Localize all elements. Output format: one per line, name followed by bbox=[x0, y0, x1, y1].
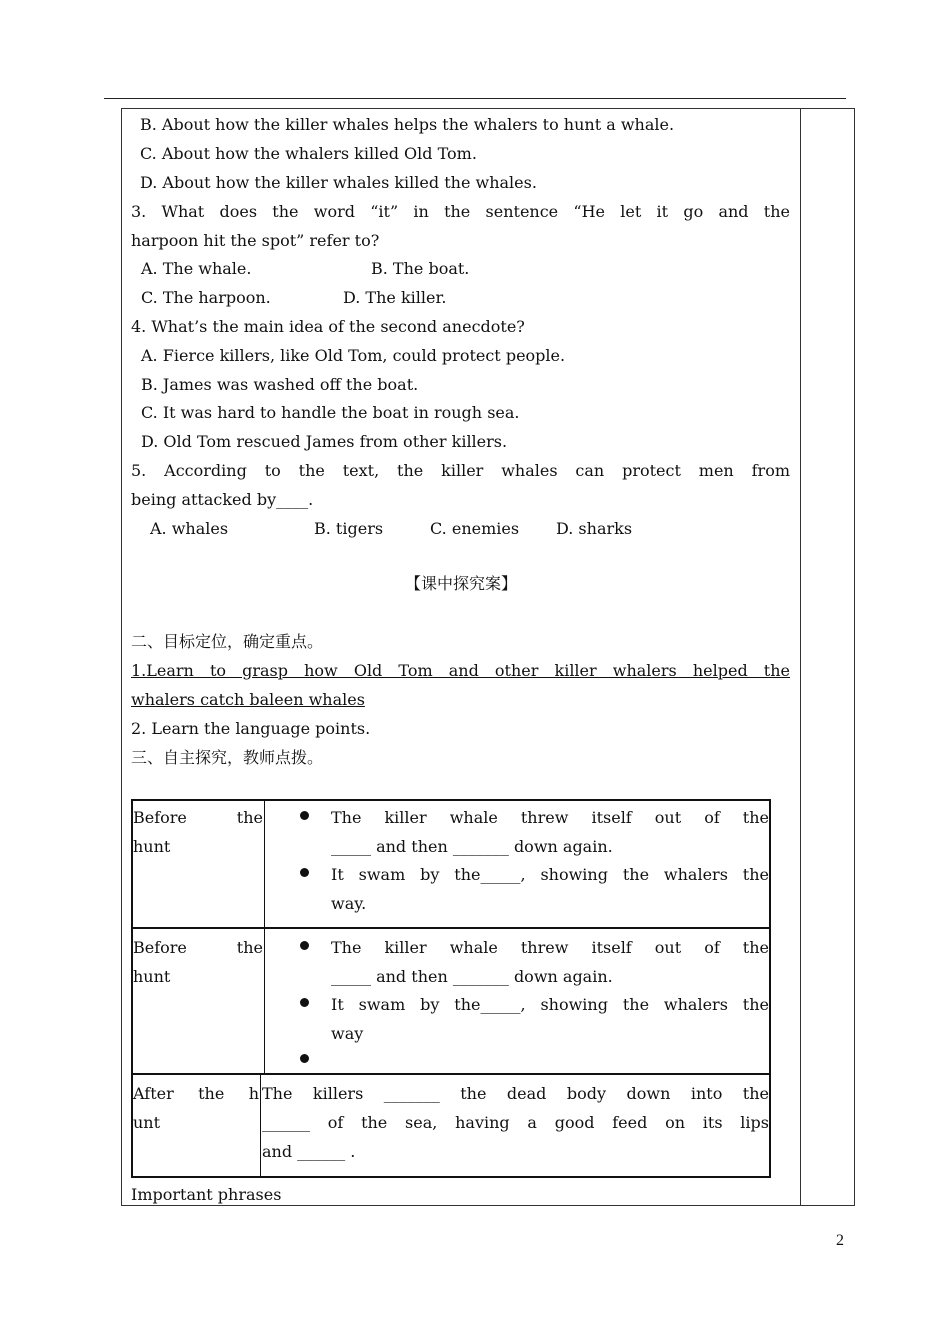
q4-stem: 4. What’s the main idea of the second anecdote? bbox=[131, 317, 525, 336]
row1-bullet1-line2: _____ and then _______ down again. bbox=[331, 837, 613, 856]
q3-option-d: D. The killer. bbox=[343, 288, 447, 307]
row2-bullet2-line2: way bbox=[331, 1024, 364, 1043]
goals-title: 二、目标定位，确定重点。 bbox=[131, 632, 324, 651]
goal-1-line1: 1.Learn to grasp how Old Tom and other killer whalers helped the bbox=[131, 661, 790, 680]
row2-label-line1: Before the bbox=[133, 938, 263, 957]
row1-label-line2: hunt bbox=[133, 837, 171, 856]
bullet-icon bbox=[300, 941, 309, 950]
header-rule bbox=[104, 98, 846, 99]
q3-stem-line2: harpoon hit the spot” refer to? bbox=[131, 231, 380, 250]
row1-bullet2-line1: It swam by the_____, showing the whalers the bbox=[331, 865, 769, 884]
row3-text-line1: The killers _______ the dead body down into the bbox=[262, 1084, 769, 1103]
q4-option-d: D. Old Tom rescued James from other killers. bbox=[141, 432, 508, 451]
row3-label-line1: After the h bbox=[133, 1084, 259, 1103]
row1-bullet1-line1: The killer whale threw itself out of the bbox=[331, 808, 769, 827]
row1-bullet2-line2: way. bbox=[331, 894, 367, 913]
q5-option-a: A. whales bbox=[150, 519, 229, 538]
q4-option-a: A. Fierce killers, like Old Tom, could protect people. bbox=[141, 346, 566, 365]
row2-bullet1-line2: _____ and then _______ down again. bbox=[331, 967, 613, 986]
q2-option-d: D. About how the killer whales killed the whales. bbox=[140, 173, 537, 192]
q5-option-d: D. sharks bbox=[556, 519, 633, 538]
q5-option-c: C. enemies bbox=[430, 519, 520, 538]
q3-option-c: C. The harpoon. bbox=[141, 288, 271, 307]
q5-option-b: B. tigers bbox=[314, 519, 384, 538]
bullet-icon bbox=[300, 1054, 309, 1063]
table-column-divider bbox=[264, 801, 265, 1073]
table-column-divider bbox=[260, 1075, 261, 1176]
row1-label-line1: Before the bbox=[133, 808, 263, 827]
row3-text-line2: ______ of the sea, having a good feed on its lips bbox=[262, 1113, 769, 1132]
q3-option-b: B. The boat. bbox=[371, 259, 470, 278]
row3-text-line3: and ______ . bbox=[262, 1142, 356, 1161]
bullet-icon bbox=[300, 811, 309, 820]
bullet-icon bbox=[300, 868, 309, 877]
q5-stem-line2: being attacked by____. bbox=[131, 490, 314, 509]
goal-1-line2: whalers catch baleen whales bbox=[131, 690, 365, 709]
table-row-divider bbox=[131, 927, 771, 929]
q5-stem-line1: 5. According to the text, the killer whales can protect men from bbox=[131, 461, 790, 480]
page-number: 2 bbox=[836, 1232, 844, 1249]
important-phrases-label: Important phrases bbox=[131, 1185, 282, 1204]
table-row-divider bbox=[131, 1073, 771, 1075]
row3-label-line2: unt bbox=[133, 1113, 161, 1132]
notes-column-divider bbox=[800, 108, 801, 1206]
explore-title: 三、自主探究，教师点拨。 bbox=[131, 748, 324, 767]
section-heading: 【课中探究案】 bbox=[404, 574, 517, 593]
row2-bullet2-line1: It swam by the_____, showing the whalers the bbox=[331, 995, 769, 1014]
q2-option-c: C. About how the whalers killed Old Tom. bbox=[140, 144, 477, 163]
q3-stem-line1: 3. What does the word “it” in the sentence “He let it go and the bbox=[131, 202, 790, 221]
q2-option-b: B. About how the killer whales helps the whalers to hunt a whale. bbox=[140, 115, 675, 134]
goal-2: 2. Learn the language points. bbox=[131, 719, 371, 738]
q4-option-b: B. James was washed off the boat. bbox=[141, 375, 419, 394]
row2-label-line2: hunt bbox=[133, 967, 171, 986]
row2-bullet1-line1: The killer whale threw itself out of the bbox=[331, 938, 769, 957]
bullet-icon bbox=[300, 998, 309, 1007]
q4-option-c: C. It was hard to handle the boat in rough sea. bbox=[141, 403, 520, 422]
q3-option-a: A. The whale. bbox=[141, 259, 252, 278]
